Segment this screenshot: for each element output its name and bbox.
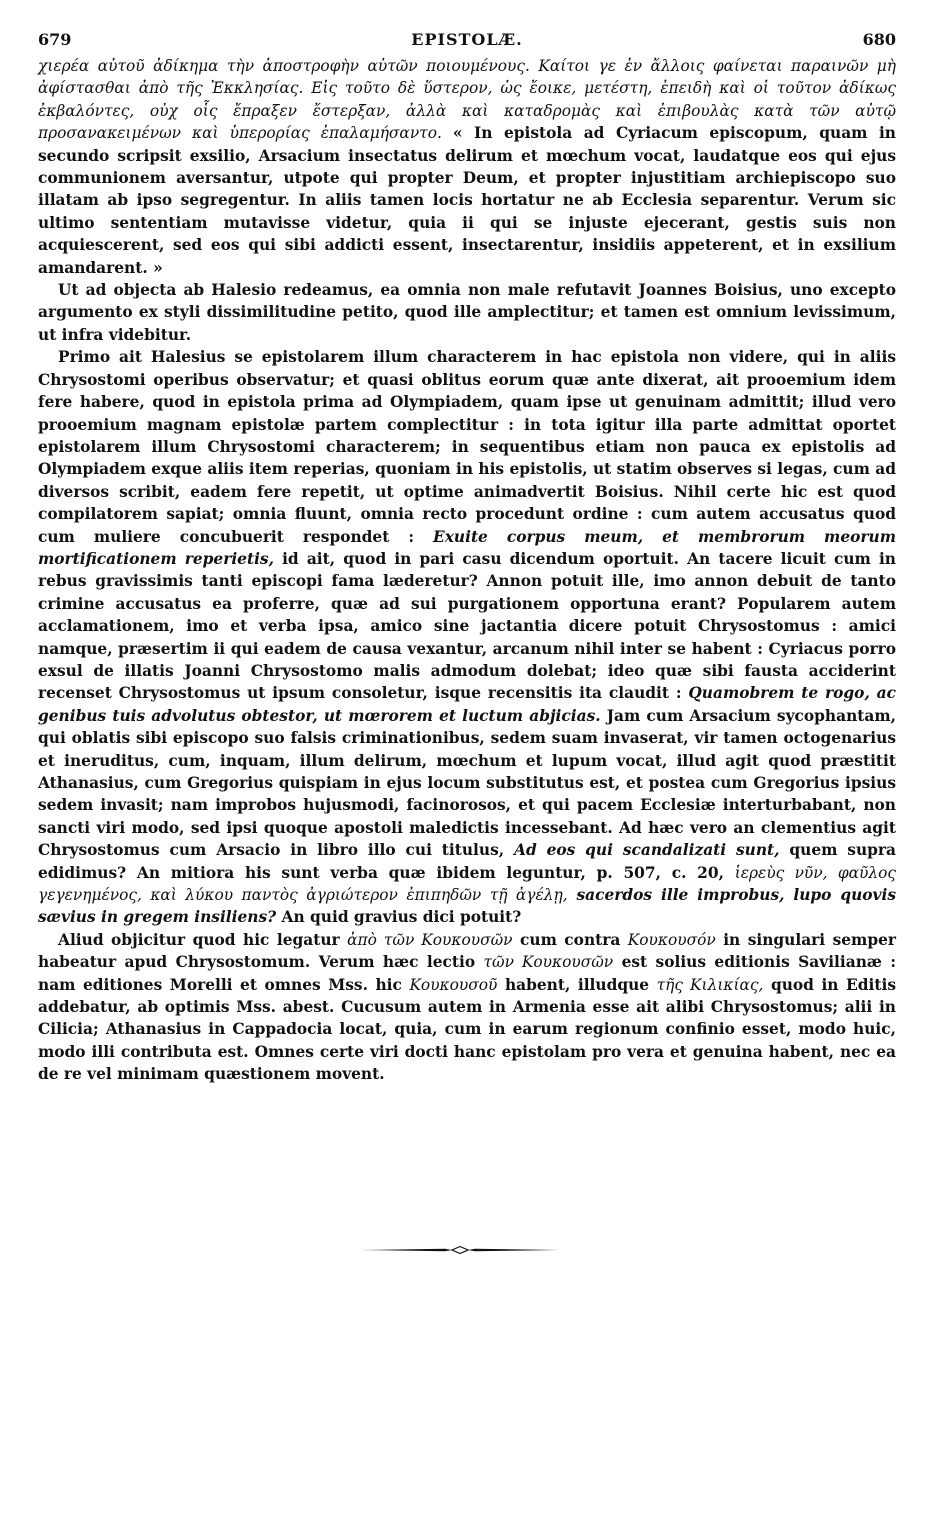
paragraph (38, 279, 896, 346)
greek-text: ἀπὸ τῶν Κουκουσῶν (347, 930, 513, 949)
page-number-right: 680 (862, 30, 896, 49)
latin-text: cum contra (512, 930, 628, 949)
italic-quote: Ad eos qui scandalizati sunt, (514, 841, 780, 860)
latin-text: est solius editionis Savilianæ : nam editiones Morelli et omnes Mss. hic (38, 953, 897, 994)
latin-text: in singulari semper habeatur apud Chrysostomum. Verum hæc lectio (38, 930, 896, 972)
italic-quote: Exuite corpus meum, et membrorum meorum mortificationem reperietis, (38, 527, 896, 568)
latin-text: Aliud objicitur quod hic legatur (58, 930, 348, 949)
italic-quote: sacerdos ille improbus, lupo quovis sævius in gregem insiliens? (38, 886, 897, 927)
latin-text: « In epistola ad Cyriacum episcopum, quam in secundo scripsit exsilio, Arsacium insectatus delirum et mœchum vocat, laudatque eos qui ejus communionem aversantur, utpote qui propter Deum, et propter injustitiam archiepiscopo suo illatam ab ipso segregentur. In aliis tamen locis hortatur ne ab Ecclesia separentur. Verum sic ultimo sententiam mutavisse videtur, quia ii qui se injuste ejecerant, gestis suis non acquiescerent, sed eos qui sibi addicti essent, insectarentur, insidiis appeterent, et in exsilium amandarent. » (38, 124, 896, 277)
page-number-left: 679 (38, 30, 72, 49)
page (38, 30, 896, 1086)
latin-text: quod in Editis addebatur, ab optimis Mss. abest. Cucusum autem in Armenia esse ait alibi Chrysostomus; alii in Cilicia; Athanasius in Cappadocia locat, quia, cum in earum regionum confinio esset, modo huic, modo illi contributa est. Omnes certe viri docti hanc epistolam pro vera et genuina habent, nec ea de re vel minimam quæstionem movent. (38, 975, 896, 1084)
latin-text: habent, illudque (497, 975, 657, 994)
latin-text: id ait, quod in pari casu dicendum oportuit. An tacere licuit cum in rebus gravissimis tanti episcopi fama læderetur? Annon potuit ille, imo annon debuit de tanto crimine accusatus ea proferre, quæ ad sui purgationem opportuna erant? Popularem autem acclamationem, imo et verba ipsa, amico sine jactantia dicere potuit Chrysostomus : amici namque, præsertim ii qui eadem de causa vexantur, arcanum nihil inter se habent : Cyriacus porro exsul de illatis Joanni Chrysostomo malis admodum dolebat; ideo quæ sibi fausta acciderint recenset Chrysostomus ut ipsum consoletur, isque recensitis ita claudit : (38, 549, 896, 703)
running-header (38, 30, 896, 49)
greek-text: τῆς Κιλικίας, (656, 975, 764, 994)
italic-quote: Quamobrem te rogo, ac genibus tuis advolutus obtestor, ut mœrorem et luctum abjicias. (38, 684, 896, 725)
ornamental-rule (360, 1245, 560, 1255)
body-text (38, 55, 896, 1086)
latin-text: quem supra edidimus? An mitiora his sunt verba quæ ibidem leguntur, p. 507, c. 20, (38, 841, 897, 882)
paragraph (38, 55, 896, 279)
greek-text: τῶν Κουκουσῶν (483, 953, 614, 972)
running-title: EPISTOLÆ. (411, 30, 523, 49)
greek-text: Κουκουσόν (627, 930, 716, 949)
paragraph (38, 346, 896, 929)
paragraph (38, 929, 896, 1086)
greek-text: χιερέα αὐτοῦ ἀδίκημα τὴν ἀποστροφὴν αὐτῶν ποιουμένους. Καίτοι γε ἐν ἄλλοις φαίνεται παραινῶν μὴ ἀφίστασθαι ἀπὸ τῆς Ἐκκλησίας. Εἰς τοῦτο δὲ ὕστερον, ὡς ἔοικε, μετέστη, ἐπειδὴ καὶ οἱ τοῦτον ἀδίκως ἐκβαλόντες, οὐχ οἷς ἔπραξεν ἔστερξαν, ἀλλὰ καὶ καταδρομὰς καὶ ἐπιβουλὰς κατὰ τῶν αὐτῷ προσανακειμένων καὶ ὑπερορίας ἐπαλαμήσαντο. (38, 57, 896, 143)
latin-text: Primo ait Halesius se epistolarem illum characterem in hac epistola non videre, qui in aliis Chrysostomi operibus observatur; et quasi oblitus eorum quæ ante dixerat, ait prooemium idem fere habere, quod in epistola prima ad Olympiadem, quam ipse ut genuinam admittit; illud vero prooemium magnam epistolæ partem complectitur : in tota igitur illa parte admittat oportet epistolarem illum Chrysostomi characterem; in sequentibus etiam non pauca ex epistolis ad Olympiadem exque aliis item reperias, quoniam in his epistolis, ut statim observes si legas, cum ad diversos scribit, eadem fere repetit, ut optime animadvertit Boisius. Nihil certe hic est quod compilatorem sapiat; omnia fluunt, omnia recto procedunt ordine : cum autem accusatus quod cum muliere concubuerit respondet : (38, 348, 896, 546)
greek-text: Κουκουσοῦ (409, 975, 498, 994)
latin-text: An quid gravius dici potuit? (276, 908, 522, 927)
latin-text: Ut ad objecta ab Halesio redeamus, ea omnia non male refutavit Joannes Boisius, uno excepto argumento ex styli dissimilitudine petito, quod ille amplectitur; et tamen est omnium levissimum, ut infra videbitur. (38, 281, 896, 344)
latin-text: Jam cum Arsacium sycophantam, qui oblatis sibi episcopo suo falsis criminationibus, sedem suam invaserat, vir tamen octogenarius et ineruditus, cum, inquam, illum delirum, mœchum et lupum vocat, illud agit quod præstitit Athanasius, cum Gregorius quispiam in ejus locum substitutus est, et postea cum Gregorius ipsius sedem invasit; nam improbos hujusmodi, facinorosos, et qui pacem Ecclesiæ interturbabant, non sancti viri modo, sed ipsi quoque apostoli maledictis incessebant. Ad hæc vero an clementius agit Chrysostomus cum Arsacio in libro illo cui titulus, (38, 706, 896, 860)
greek-text: ἱερεὺς νῦν, φαῦλος γεγενημένος, καὶ λύκου παντὸς ἀγριώτερον ἐπιπηδῶν τῇ ἀγέλῃ, (38, 863, 896, 905)
